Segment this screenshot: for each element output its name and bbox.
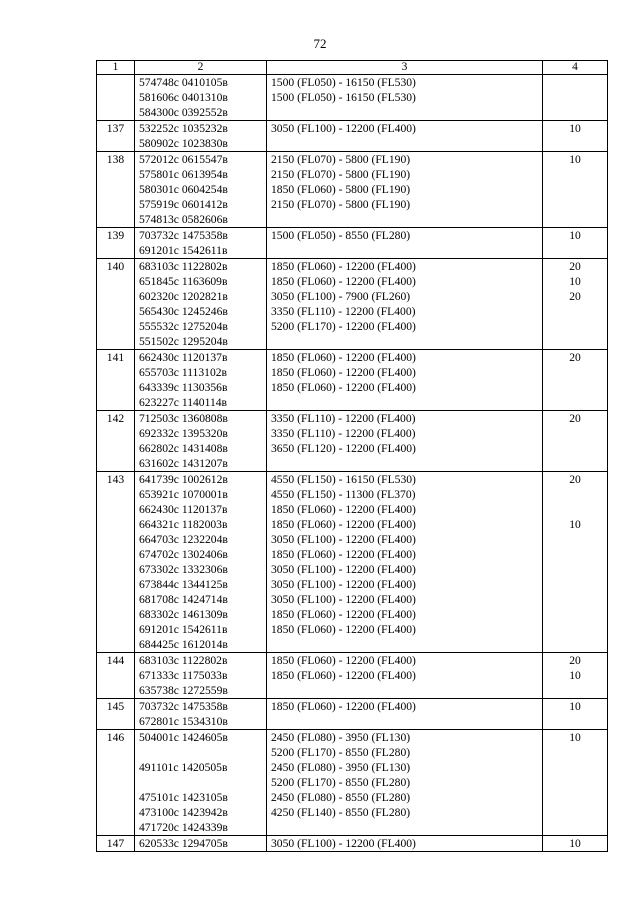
value-entry bbox=[543, 714, 607, 729]
value-entry bbox=[543, 532, 607, 547]
coordinate-point: 683103с 1122802в bbox=[139, 654, 228, 667]
value-entry bbox=[543, 441, 607, 456]
altitude-range: 3050 (FL100) - 7900 (FL260) bbox=[271, 290, 411, 303]
coordinate-point: 475101с 1423105в bbox=[139, 791, 228, 804]
row-number: 144 bbox=[97, 653, 135, 699]
altitude-cell bbox=[267, 152, 543, 228]
table-row bbox=[97, 730, 608, 836]
coordinate-point: 664321с 1182003в bbox=[139, 518, 228, 531]
coordinates-cell bbox=[135, 350, 267, 411]
coordinate-point: 664703с 1232204в bbox=[139, 533, 228, 546]
altitude-range: 3050 (FL100) - 12200 (FL400) bbox=[271, 837, 416, 850]
value-cell bbox=[543, 411, 608, 472]
row-number: 146 bbox=[97, 730, 135, 836]
coordinate-point: 691201с 1542611в bbox=[139, 623, 228, 636]
value-entry: 10 bbox=[569, 837, 581, 850]
value-entry bbox=[543, 456, 607, 471]
altitude-range bbox=[271, 243, 542, 258]
altitude-range: 1850 (FL060) - 12200 (FL400) bbox=[271, 366, 416, 379]
value-cell bbox=[543, 228, 608, 259]
altitude-range: 1850 (FL060) - 12200 (FL400) bbox=[271, 381, 416, 394]
altitude-range: 1850 (FL060) - 12200 (FL400) bbox=[271, 275, 416, 288]
column-header-2: 2 bbox=[135, 61, 267, 75]
coordinate-point: 620533с 1294705в bbox=[139, 837, 228, 850]
altitude-range: 2150 (FL070) - 5800 (FL190) bbox=[271, 198, 411, 211]
coordinate-point: 532252с 1035232в bbox=[139, 122, 228, 135]
coordinate-point: 575801с 0613954в bbox=[139, 168, 228, 181]
value-entry bbox=[543, 683, 607, 698]
altitude-range: 1850 (FL060) - 12200 (FL400) bbox=[271, 623, 416, 636]
table-row bbox=[97, 699, 608, 730]
value-entry bbox=[543, 487, 607, 502]
coordinate-point bbox=[139, 745, 266, 760]
value-entry bbox=[543, 805, 607, 820]
altitude-cell bbox=[267, 411, 543, 472]
row-number: 139 bbox=[97, 228, 135, 259]
value-entry bbox=[543, 197, 607, 212]
altitude-range: 3350 (FL110) - 12200 (FL400) bbox=[271, 412, 416, 425]
altitude-range bbox=[271, 683, 542, 698]
coordinate-point: 703732с 1475358в bbox=[139, 700, 228, 713]
value-entry: 10 bbox=[569, 153, 581, 166]
coordinate-point: 712503с 1360808в bbox=[139, 412, 228, 425]
altitude-range: 1500 (FL050) - 8550 (FL280) bbox=[271, 229, 411, 242]
coordinate-point: 681708с 1424714в bbox=[139, 593, 228, 606]
altitude-range: 3050 (FL100) - 12200 (FL400) bbox=[271, 563, 416, 576]
table-row bbox=[97, 350, 608, 411]
value-entry bbox=[543, 426, 607, 441]
value-entry bbox=[543, 637, 607, 652]
altitude-range bbox=[271, 395, 542, 410]
altitude-range: 1850 (FL060) - 5800 (FL190) bbox=[271, 183, 411, 196]
coordinate-point: 651845с 1163609в bbox=[139, 275, 228, 288]
value-entry: 10 bbox=[569, 275, 581, 288]
altitude-cell bbox=[267, 699, 543, 730]
coordinate-point: 655703с 1113102в bbox=[139, 366, 228, 379]
value-entry bbox=[543, 167, 607, 182]
coordinate-point: 473100с 1423942в bbox=[139, 806, 228, 819]
altitude-range: 1850 (FL060) - 12200 (FL400) bbox=[271, 518, 416, 531]
value-cell bbox=[543, 730, 608, 836]
value-entry bbox=[543, 775, 607, 790]
altitude-range: 1850 (FL060) - 12200 (FL400) bbox=[271, 654, 416, 667]
altitude-range: 1850 (FL060) - 12200 (FL400) bbox=[271, 700, 416, 713]
coordinate-point: 635738с 1272559в bbox=[139, 684, 228, 697]
coordinates-cell bbox=[135, 730, 267, 836]
altitude-range: 5200 (FL170) - 8550 (FL280) bbox=[271, 776, 411, 789]
coordinate-point: 683103с 1122802в bbox=[139, 260, 228, 273]
altitude-range bbox=[271, 105, 542, 120]
coordinate-point bbox=[139, 775, 266, 790]
altitude-cell bbox=[267, 259, 543, 350]
altitude-range: 5200 (FL170) - 8550 (FL280) bbox=[271, 746, 411, 759]
altitude-range: 3050 (FL100) - 12200 (FL400) bbox=[271, 533, 416, 546]
value-entry bbox=[543, 334, 607, 349]
value-entry bbox=[543, 790, 607, 805]
altitude-range: 2150 (FL070) - 5800 (FL190) bbox=[271, 168, 411, 181]
coordinate-point: 703732с 1475358в bbox=[139, 229, 228, 242]
row-number: 142 bbox=[97, 411, 135, 472]
coordinate-point: 653921с 1070001в bbox=[139, 488, 228, 501]
coordinates-cell bbox=[135, 836, 267, 852]
value-entry: 10 bbox=[569, 669, 581, 682]
coordinates-cell bbox=[135, 472, 267, 653]
value-cell bbox=[543, 653, 608, 699]
table-row bbox=[97, 472, 608, 653]
value-entry bbox=[543, 820, 607, 835]
value-entry bbox=[543, 760, 607, 775]
value-entry bbox=[543, 105, 607, 120]
table-row bbox=[97, 259, 608, 350]
altitude-range: 1850 (FL060) - 12200 (FL400) bbox=[271, 351, 416, 364]
row-number: 143 bbox=[97, 472, 135, 653]
value-entry: 10 bbox=[569, 518, 581, 531]
coordinate-point: 692332с 1395320в bbox=[139, 427, 228, 440]
coordinates-cell bbox=[135, 75, 267, 121]
value-entry bbox=[543, 212, 607, 227]
altitude-cell bbox=[267, 121, 543, 152]
altitude-range: 3050 (FL100) - 12200 (FL400) bbox=[271, 593, 416, 606]
coordinate-point: 555532с 1275204в bbox=[139, 320, 228, 333]
coordinate-point: 504001с 1424605в bbox=[139, 731, 228, 744]
altitude-range bbox=[271, 136, 542, 151]
altitude-range: 3050 (FL100) - 12200 (FL400) bbox=[271, 122, 416, 135]
value-cell bbox=[543, 75, 608, 121]
row-number: 147 bbox=[97, 836, 135, 852]
coordinate-point: 684425с 1612014в bbox=[139, 638, 228, 651]
altitude-range bbox=[271, 456, 542, 471]
value-entry: 20 bbox=[569, 351, 581, 364]
altitude-cell bbox=[267, 836, 543, 852]
altitude-range: 1850 (FL060) - 12200 (FL400) bbox=[271, 608, 416, 621]
coordinates-cell bbox=[135, 152, 267, 228]
coordinate-point: 584300с 0392552в bbox=[139, 106, 228, 119]
table-row bbox=[97, 836, 608, 852]
value-entry bbox=[543, 365, 607, 380]
coordinate-point: 575919с 0601412в bbox=[139, 198, 228, 211]
altitude-range: 2450 (FL080) - 3950 (FL130) bbox=[271, 731, 411, 744]
altitude-range bbox=[271, 820, 542, 835]
value-entry bbox=[543, 622, 607, 637]
table-row bbox=[97, 121, 608, 152]
row-number: 141 bbox=[97, 350, 135, 411]
header-row bbox=[97, 61, 608, 75]
value-entry: 10 bbox=[569, 700, 581, 713]
coordinate-point: 580301с 0604254в bbox=[139, 183, 228, 196]
value-entry bbox=[543, 380, 607, 395]
column-header-1: 1 bbox=[97, 61, 135, 75]
table-row bbox=[97, 152, 608, 228]
value-entry: 20 bbox=[569, 412, 581, 425]
value-cell bbox=[543, 152, 608, 228]
altitude-range: 4550 (FL150) - 16150 (FL530) bbox=[271, 473, 416, 486]
column-header-3: 3 bbox=[267, 61, 543, 75]
coordinate-point: 673844с 1344125в bbox=[139, 578, 228, 591]
table-body bbox=[97, 75, 608, 852]
altitude-range: 3050 (FL100) - 12200 (FL400) bbox=[271, 578, 416, 591]
coordinate-point: 671333с 1175033в bbox=[139, 669, 228, 682]
value-cell bbox=[543, 259, 608, 350]
altitude-range: 3350 (FL110) - 12200 (FL400) bbox=[271, 305, 416, 318]
row-number bbox=[97, 75, 135, 121]
altitude-cell bbox=[267, 350, 543, 411]
coordinate-point: 631602с 1431207в bbox=[139, 457, 228, 470]
airspace-table bbox=[96, 60, 608, 852]
coordinate-point: 565430с 1245246в bbox=[139, 305, 228, 318]
altitude-range: 4550 (FL150) - 11300 (FL370) bbox=[271, 488, 416, 501]
altitude-cell bbox=[267, 228, 543, 259]
coordinate-point: 673302с 1332306в bbox=[139, 563, 228, 576]
coordinates-cell bbox=[135, 259, 267, 350]
coordinate-point: 674702с 1302406в bbox=[139, 548, 228, 561]
coordinate-point: 572012с 0615547в bbox=[139, 153, 228, 166]
altitude-range: 3650 (FL120) - 12200 (FL400) bbox=[271, 442, 416, 455]
altitude-cell bbox=[267, 730, 543, 836]
altitude-range: 2450 (FL080) - 8550 (FL280) bbox=[271, 791, 411, 804]
altitude-range: 1850 (FL060) - 12200 (FL400) bbox=[271, 260, 416, 273]
value-entry bbox=[543, 745, 607, 760]
coordinates-cell bbox=[135, 653, 267, 699]
altitude-range bbox=[271, 714, 542, 729]
value-entry bbox=[543, 75, 607, 90]
value-entry bbox=[543, 607, 607, 622]
altitude-cell bbox=[267, 472, 543, 653]
value-entry: 20 bbox=[569, 473, 581, 486]
altitude-range: 1850 (FL060) - 12200 (FL400) bbox=[271, 548, 416, 561]
value-entry bbox=[543, 577, 607, 592]
altitude-range: 1500 (FL050) - 16150 (FL530) bbox=[271, 91, 416, 104]
value-entry bbox=[543, 395, 607, 410]
altitude-cell bbox=[267, 653, 543, 699]
altitude-cell bbox=[267, 75, 543, 121]
altitude-range: 2450 (FL080) - 3950 (FL130) bbox=[271, 761, 411, 774]
coordinate-point: 641739с 1002612в bbox=[139, 473, 228, 486]
coordinate-point: 491101с 1420505в bbox=[139, 761, 228, 774]
value-cell bbox=[543, 350, 608, 411]
coordinate-point: 471720с 1424339в bbox=[139, 821, 228, 834]
value-entry: 20 bbox=[569, 290, 581, 303]
altitude-range: 1850 (FL060) - 12200 (FL400) bbox=[271, 669, 416, 682]
coordinate-point: 602320с 1202821в bbox=[139, 290, 228, 303]
value-cell bbox=[543, 699, 608, 730]
row-number: 137 bbox=[97, 121, 135, 152]
coordinate-point: 580902с 1023830в bbox=[139, 137, 228, 150]
altitude-range bbox=[271, 212, 542, 227]
value-entry: 20 bbox=[569, 654, 581, 667]
value-entry bbox=[543, 502, 607, 517]
value-entry: 20 bbox=[569, 260, 581, 273]
value-entry: 10 bbox=[569, 731, 581, 744]
coordinate-point: 691201с 1542611в bbox=[139, 244, 228, 257]
coordinate-point: 662430с 1120137в bbox=[139, 351, 228, 364]
table-row bbox=[97, 653, 608, 699]
coordinate-point: 662802с 1431408в bbox=[139, 442, 228, 455]
page-number: 72 bbox=[313, 36, 327, 51]
coordinate-point: 581606с 0401310в bbox=[139, 91, 228, 104]
altitude-range: 2150 (FL070) - 5800 (FL190) bbox=[271, 153, 411, 166]
value-entry bbox=[543, 243, 607, 258]
value-entry: 10 bbox=[569, 122, 581, 135]
altitude-range: 1850 (FL060) - 12200 (FL400) bbox=[271, 503, 416, 516]
altitude-range: 4250 (FL140) - 8550 (FL280) bbox=[271, 806, 411, 819]
coordinate-point: 574813с 0582606в bbox=[139, 213, 228, 226]
table-row bbox=[97, 75, 608, 121]
coordinate-point: 643339с 1130356в bbox=[139, 381, 228, 394]
row-number: 140 bbox=[97, 259, 135, 350]
value-entry: 10 bbox=[569, 229, 581, 242]
coordinates-cell bbox=[135, 699, 267, 730]
value-cell bbox=[543, 836, 608, 852]
coordinates-cell bbox=[135, 411, 267, 472]
table-row bbox=[97, 411, 608, 472]
coordinate-point: 683302с 1461309в bbox=[139, 608, 228, 621]
table-row bbox=[97, 228, 608, 259]
value-entry bbox=[543, 136, 607, 151]
coordinate-point: 551502с 1295204в bbox=[139, 335, 228, 348]
value-entry bbox=[543, 592, 607, 607]
altitude-range bbox=[271, 334, 542, 349]
row-number: 138 bbox=[97, 152, 135, 228]
altitude-range: 1500 (FL050) - 16150 (FL530) bbox=[271, 76, 416, 89]
value-cell bbox=[543, 472, 608, 653]
coordinates-cell bbox=[135, 121, 267, 152]
coordinate-point: 623227с 1140114в bbox=[139, 396, 228, 409]
row-number: 145 bbox=[97, 699, 135, 730]
value-entry bbox=[543, 547, 607, 562]
coordinate-point: 672801с 1534310в bbox=[139, 715, 228, 728]
coordinate-point: 574748с 0410105в bbox=[139, 76, 228, 89]
value-cell bbox=[543, 121, 608, 152]
value-entry bbox=[543, 182, 607, 197]
column-header-4: 4 bbox=[543, 61, 608, 75]
altitude-range bbox=[271, 637, 542, 652]
altitude-range: 5200 (FL170) - 12200 (FL400) bbox=[271, 320, 416, 333]
value-entry bbox=[543, 562, 607, 577]
value-entry bbox=[543, 319, 607, 334]
coordinate-point: 662430с 1120137в bbox=[139, 503, 228, 516]
value-entry bbox=[543, 90, 607, 105]
value-entry bbox=[543, 304, 607, 319]
altitude-range: 3350 (FL110) - 12200 (FL400) bbox=[271, 427, 416, 440]
coordinates-cell bbox=[135, 228, 267, 259]
